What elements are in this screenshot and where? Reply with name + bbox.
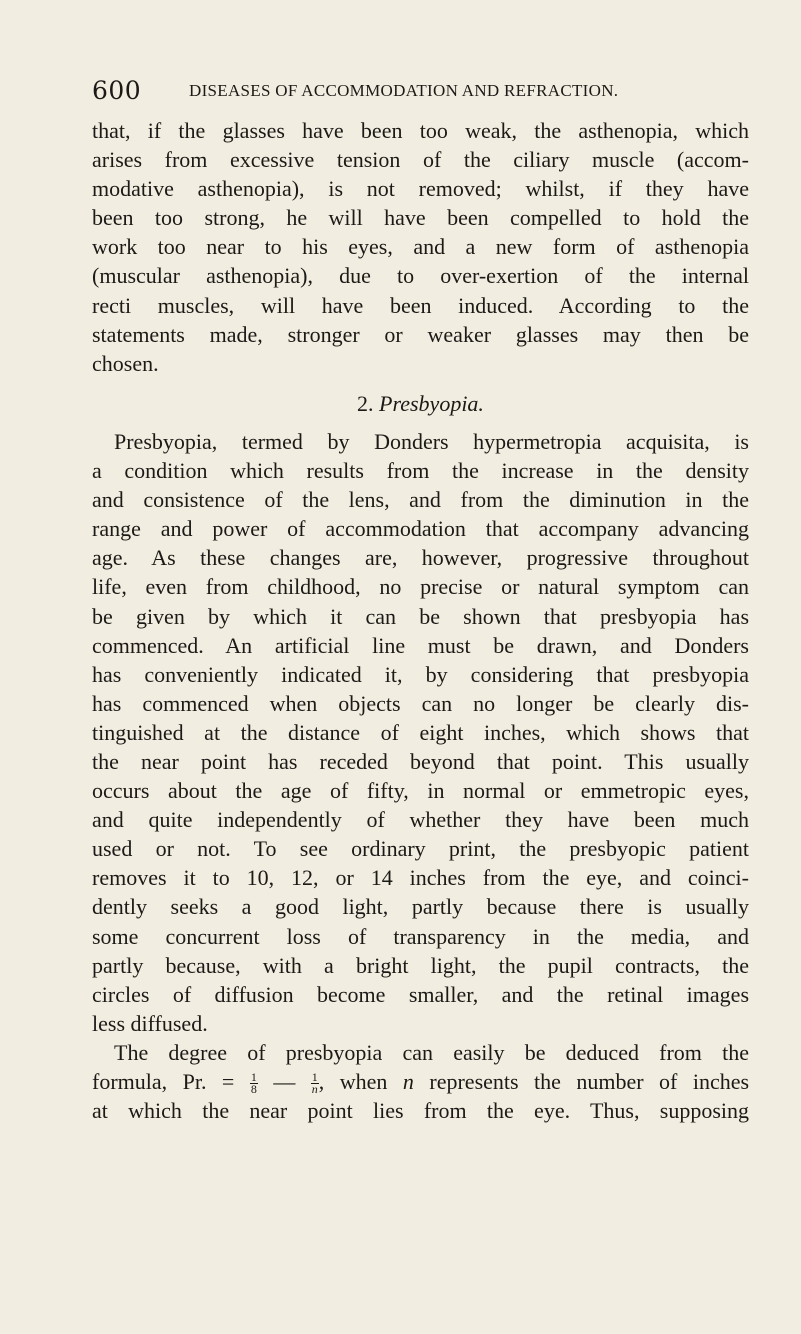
- fraction-numerator: 1: [311, 1070, 318, 1085]
- text-line: arises from excessive tension of the ciliary muscle (accom-: [92, 147, 749, 173]
- fraction-denominator: n: [311, 1082, 318, 1097]
- section-heading: [92, 389, 749, 418]
- text-line: modative asthenopia), is not removed; whilst, if they have: [92, 176, 749, 202]
- fraction-numerator: 1: [250, 1070, 257, 1085]
- text-line: tinguished at the distance of eight inches, which shows that: [92, 719, 749, 745]
- text-line: the near point has receded beyond that point. This usually: [92, 748, 749, 774]
- text-line: occurs about the age of fifty, in normal or emmetropic eyes,: [92, 778, 749, 804]
- text-line: removes it to 10, 12, or 14 inches from the eye, and coinci-: [92, 865, 749, 891]
- text-line: some concurrent loss of transparency in the media, and: [92, 923, 749, 949]
- text-line: life, even from childhood, no precise or natural symptom can: [92, 574, 749, 600]
- text-line: dently seeks a good light, partly because there is usually: [92, 894, 749, 920]
- formula-when: , when: [318, 1069, 388, 1094]
- text-line: used or not. To see ordinary print, the presbyopic patient: [92, 836, 749, 862]
- text-line: commenced. An artificial line must be drawn, and Donders: [92, 632, 749, 658]
- paragraph-3: [92, 1038, 749, 1125]
- text-line: recti muscles, will have been induced. According to the: [92, 292, 749, 318]
- section-title: Presbyopia.: [379, 390, 484, 416]
- body-text: [92, 116, 749, 1125]
- paragraph-2: [92, 427, 749, 1038]
- text-line: circles of diffusion become smaller, and the retinal images: [92, 981, 749, 1007]
- fraction-denominator: 8: [250, 1082, 257, 1097]
- text-line: less diffused.: [92, 1010, 208, 1036]
- text-line: and consistence of the lens, and from the diminution in the: [92, 487, 749, 513]
- text-line: has conveniently indicated it, by considering that presbyopia: [92, 661, 749, 687]
- fraction-one-over-n: [311, 1072, 319, 1095]
- running-head: [92, 76, 752, 106]
- text-line: work too near to his eyes, and a new form of asthenopia: [92, 234, 749, 260]
- formula-prefix: formula, Pr. =: [92, 1069, 235, 1094]
- running-head-title: DISEASES OF ACCOMMODATION AND REFRACTION.: [189, 81, 619, 100]
- text-line: statements made, stronger or weaker glasses may then be: [92, 321, 749, 347]
- variable-n: n: [402, 1069, 414, 1094]
- page-number: 600: [92, 76, 142, 105]
- text-line: be given by which it can be shown that presbyopia has: [92, 603, 749, 629]
- text-line: chosen.: [92, 350, 159, 376]
- text-line: partly because, with a bright light, the pupil contracts, the: [92, 952, 749, 978]
- text-line: has commenced when objects can no longer be clearly dis-: [92, 690, 749, 716]
- formula-suffix: represents the number of inches: [429, 1069, 750, 1094]
- formula-line: [92, 1067, 749, 1096]
- text-line: at which the near point lies from the eye. Thus, supposing: [92, 1098, 749, 1124]
- text-line: and quite independently of whether they have been much: [92, 807, 749, 833]
- fraction-one-eighth: [250, 1072, 258, 1095]
- text-line: (muscular asthenopia), due to over-exertion of the internal: [92, 263, 749, 289]
- paragraph-1: [92, 116, 749, 378]
- text-line: The degree of presbyopia can easily be deduced from the: [114, 1039, 749, 1065]
- text-line: a condition which results from the increase in the density: [92, 458, 749, 484]
- text-line: Presbyopia, termed by Donders hypermetropia acquisita, is: [114, 428, 749, 454]
- text-line: been too strong, he will have been compelled to hold the: [92, 205, 749, 231]
- text-line: range and power of accommodation that accompany advancing: [92, 516, 749, 542]
- text-line: age. As these changes are, however, progressive throughout: [92, 545, 749, 571]
- text-line: that, if the glasses have been too weak, the asthenopia, which: [92, 118, 749, 143]
- section-number: 2.: [357, 390, 380, 416]
- minus-sign: —: [273, 1069, 296, 1094]
